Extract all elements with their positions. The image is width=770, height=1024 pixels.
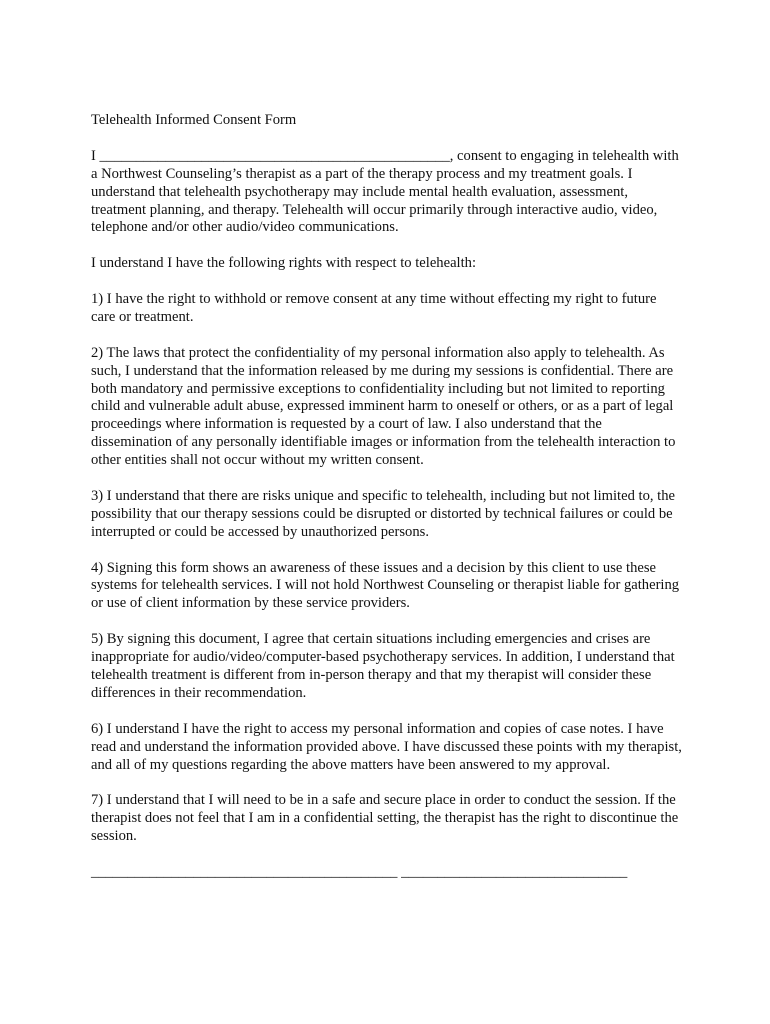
signature-row — [91, 864, 683, 882]
rights-heading: I understand I have the following rights with respect to telehealth: — [91, 255, 477, 272]
intro-paragraph: I ________________________________________________, consent to engaging in telehealth with a Northwest Counseling’s therapist as a part of the therapy process and my treatment goals. I understand that telehealth psychotherapy may include mental health evaluation, assessment, treatment planning, and therapy. Telehealth will occur primarily through interactive audio, video, telephone and/or other audio/video communications. — [91, 147, 679, 236]
signature-line[interactable]: __________________________________________ — [91, 864, 398, 881]
right-item-6: 6) I understand I have the right to access my personal information and copies of case notes. I have read and understand the information provided above. I have discussed these points with my therapist, and all of my questions regarding the above matters have been answered to my approval. — [91, 720, 682, 773]
form-title: Telehealth Informed Consent Form — [91, 112, 297, 128]
date-line[interactable]: _______________________________ — [401, 864, 628, 881]
consent-form-body — [91, 112, 683, 882]
right-item-1: 1) I have the right to withhold or remove consent at any time without effecting my right to future care or treatment. — [91, 291, 657, 325]
right-item-2: 2) The laws that protect the confidentiality of my personal information also apply to telehealth. As such, I understand that the information released by me during my sessions is confidential. There are both mandatory and permissive exceptions to confidentiality including but not limited to reporting child and vulnerable adult abuse, expressed imminent harm to oneself or others, or as a part of legal proceedings where information is requested by a court of law. I also understand that the dissemination of any personally identifiable images or information from the telehealth interaction to other entities shall not occur without my written consent. — [91, 344, 676, 469]
right-item-4: 4) Signing this form shows an awareness of these issues and a decision by this client to use these systems for telehealth services. I will not hold Northwest Counseling or therapist liable for gathering or use of client information by these service providers. — [91, 559, 680, 612]
right-item-5: 5) By signing this document, I agree that certain situations including emergencies and crises are inappropriate for audio/video/computer-based psychotherapy services. In addition, I understand that telehealth treatment is different from in-person therapy and that my therapist will consider these differences in their recommendation. — [91, 631, 675, 701]
right-item-3: 3) I understand that there are risks unique and specific to telehealth, including but not limited to, the possibility that our therapy sessions could be disrupted or distorted by technical failures or could be interrupted or could be accessed by unauthorized persons. — [91, 487, 675, 540]
right-item-7: 7) I understand that I will need to be in a safe and secure place in order to conduct the session. If the therapist does not feel that I am in a confidential setting, the therapist has the right to discontinue the session. — [91, 792, 679, 845]
